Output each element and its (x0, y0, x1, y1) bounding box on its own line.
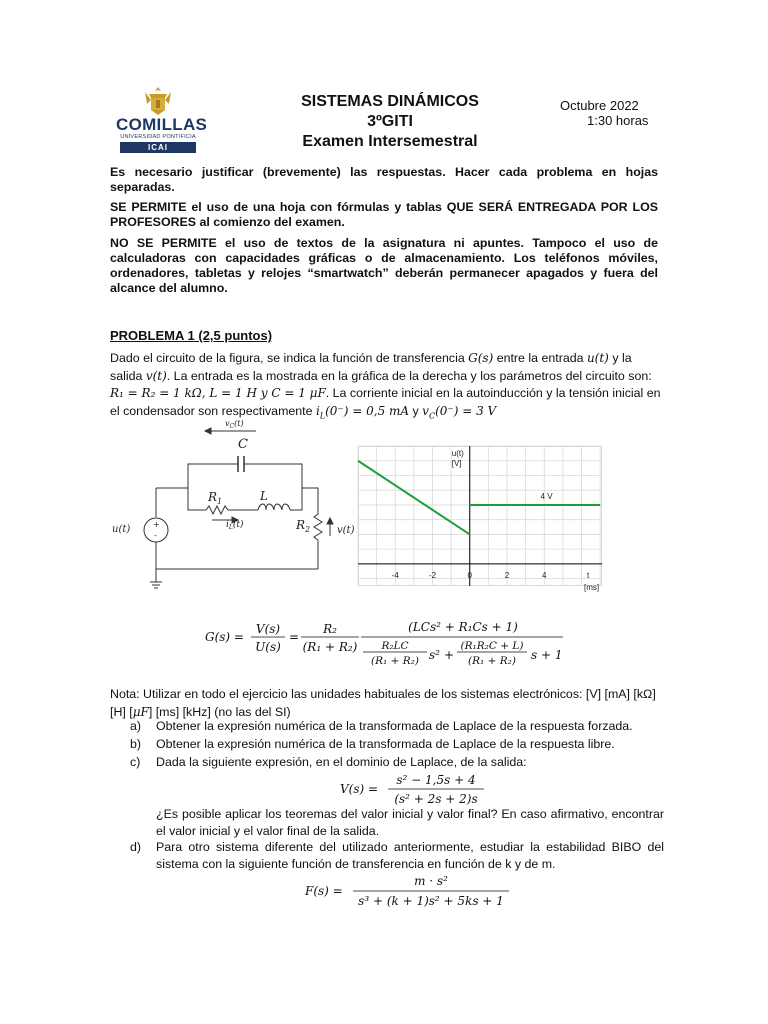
intro-Gs: G(s) (468, 351, 494, 365)
V-num: s² − 1,5s + 4 (396, 773, 476, 787)
nota-text: Nota: Utilizar en todo el ejercicio las unidades habituales de los sistemas electrónicos: [V] [mA] [kΩ] [H] [ (110, 687, 656, 719)
G-frac1-den: U(s) (255, 640, 281, 654)
item-c-text: Dada la siguiente expresión, en el dominio de Laplace, de la salida: (156, 755, 527, 769)
title-line-course: 3ºGITI (367, 113, 413, 130)
source-label: u(t) (112, 524, 131, 535)
item-d-text: Para otro sistema diferente del utilizado anteriormente, estudiar la estabilidad BIBO del sistema con la siguiente función de transferencia en función de k y de m. (156, 840, 664, 871)
vc-arrowhead (205, 428, 211, 434)
item-d (110, 839, 662, 873)
instruction-3: NO SE PERMITE el uso de textos de la asignatura ni apuntes. Tampoco el uso de calculadoras con capacidades gráficas o de almacenamiento. Los teléfonos móviles, ordenadores, tabletas y relojes “smartwatch” deberán permanecer apagados y fuera del alcance del alumno. (110, 236, 658, 295)
intro-vt: v(t) (145, 368, 167, 383)
x-axis-label: [ms] (584, 582, 600, 592)
item-b (110, 736, 662, 753)
F-num: m · s² (414, 874, 448, 888)
source-minus: - (154, 531, 157, 540)
item-c-label: c) (130, 755, 141, 769)
x-tick-label: -4 (391, 570, 399, 580)
formula-V (340, 770, 500, 810)
x-tick-label: 0 (467, 570, 472, 580)
logo-subtitle: UNIVERSIDAD PONTIFICIA (120, 134, 196, 140)
G-frac2-den: (R₁ + R₂) (302, 640, 358, 654)
G-frac2-num: R₂ (323, 622, 337, 636)
G-big-num: (LCs² + R₁Cs + 1) (408, 620, 518, 634)
nota-end: ] [ms] [kHz] (no las del SI) (148, 704, 291, 719)
instruction-1: Es necesario justificar (brevemente) las respuestas. Hacer cada problema en hojas separadas. (110, 165, 658, 194)
r1-left-wire (188, 488, 206, 510)
item-b-text: Obtener la expresión numérica de la transformada de Laplace de la respuesta libre. (156, 737, 615, 751)
cap-left-wire (188, 464, 238, 488)
F-lhs: F(s) = (305, 884, 343, 898)
exam-date: Octubre 2022 (560, 98, 639, 113)
l-right-wire (290, 488, 302, 510)
item-d-label: d) (130, 840, 142, 854)
G-frac1-num: V(s) (255, 622, 281, 636)
G-t2-den: (R₁ + R₂) (468, 655, 516, 667)
cap-right-wire (244, 464, 302, 488)
logo-brand: COMILLAS (116, 115, 208, 134)
r2-resistor (314, 514, 322, 540)
G-t1-var: s² (429, 648, 440, 662)
intro-text-6: y (409, 403, 423, 418)
x-axis-label: t (587, 570, 590, 580)
x-tick-label: -2 (428, 570, 437, 580)
r2-label: $R_2$ (296, 518, 311, 534)
nota-uf: μF (132, 704, 149, 719)
title-line-exam: Examen Intersemestral (302, 133, 478, 150)
r1-label: $R_1$ (208, 490, 223, 506)
exam-title (250, 92, 530, 152)
G-t1-den: (R₁ + R₂) (371, 655, 419, 667)
item-c-followup-text: ¿Es posible aplicar los teoremas del valor inicial y valor final? En caso afirmativo, encontrar el valor inicial y el valor final de la salida. (156, 807, 664, 838)
formula-G (205, 618, 605, 674)
G-lhs: G(s) = (205, 630, 244, 644)
intro-text-2: entre la entrada (493, 351, 587, 365)
intro-iL: $i_L(0^-) = 0,5$ mA (315, 403, 410, 420)
r1-resistor (206, 506, 228, 514)
c-label: C (238, 437, 248, 452)
annotation-label: 4 V (540, 491, 553, 501)
output-label: v(t) (337, 525, 355, 536)
item-a-text: Obtener la expresión numérica de la transformada de Laplace de la respuesta forzada. (156, 719, 633, 733)
input-signal-chart (358, 446, 602, 592)
V-lhs: V(s) = (340, 782, 379, 796)
il-label: $i_L(t)$ (226, 520, 244, 531)
G-eq: = (289, 630, 300, 644)
nota (110, 686, 662, 721)
formula-F (305, 872, 525, 912)
circuit-diagram (108, 414, 358, 594)
formula-G-svg (205, 618, 605, 674)
G-t2-num: (R₁R₂C + L) (460, 640, 524, 652)
exam-duration: 1:30 horas (587, 113, 649, 128)
output-arrowhead (327, 518, 333, 524)
G-t2-var: s + 1 (531, 648, 563, 662)
y-axis-label: [V] (451, 459, 462, 468)
logo-band: ICAI (120, 142, 196, 153)
x-tick-label: 4 (542, 570, 547, 580)
inductor-coil (258, 504, 290, 510)
intro-text-4: . La entrada es la mostrada en la gráfica de la derecha y los parámetros del circuito son: (166, 368, 652, 383)
intro-text-3: y la salida (110, 351, 632, 383)
exam-date-block (560, 98, 660, 128)
r2-top-wire (302, 488, 318, 514)
vc-label: $v_C(t)$ (225, 419, 244, 430)
problem-title: PROBLEMA 1 (2,5 puntos) (110, 328, 273, 343)
intro-text-5: . La corriente inicial en la autoinducción y la tensión inicial en el condensador son respectivamente (110, 386, 661, 418)
item-a (110, 718, 662, 735)
G-plus1: + (444, 648, 455, 662)
title-line-subject: SISTEMAS DINÁMICOS (301, 93, 479, 110)
x-tick-label: 2 (504, 570, 510, 580)
G-t1-num: R₂LC (381, 640, 409, 652)
comillas-logo (116, 86, 208, 156)
item-b-label: b) (130, 737, 142, 751)
item-c (110, 754, 662, 771)
y-axis-label: u(t) (451, 449, 464, 458)
F-den: s³ + (k + 1)s² + 5ks + 1 (358, 894, 504, 908)
V-den: (s² + 2s + 2)s (394, 792, 478, 806)
instruction-2: SE PERMITE el uso de una hoja con fórmulas y tablas QUE SERÁ ENTREGADA POR LOS PROFESORES al comienzo del examen. (110, 200, 658, 229)
intro-vc: $v_C(0^-) = 3$ V (422, 403, 497, 420)
intro-ut: u(t) (586, 351, 609, 365)
l-label: L (260, 489, 268, 503)
item-a-label: a) (130, 719, 142, 733)
intro-params: R₁ = R₂ = 1 kΩ, L = 1 H y C = 1 μF (110, 386, 326, 400)
intro-text-1: Dado el circuito de la figura, se indica la función de transferencia (110, 351, 469, 365)
source-plus: + (153, 520, 160, 529)
item-c-followup (110, 806, 662, 840)
crest-icon (141, 86, 175, 116)
